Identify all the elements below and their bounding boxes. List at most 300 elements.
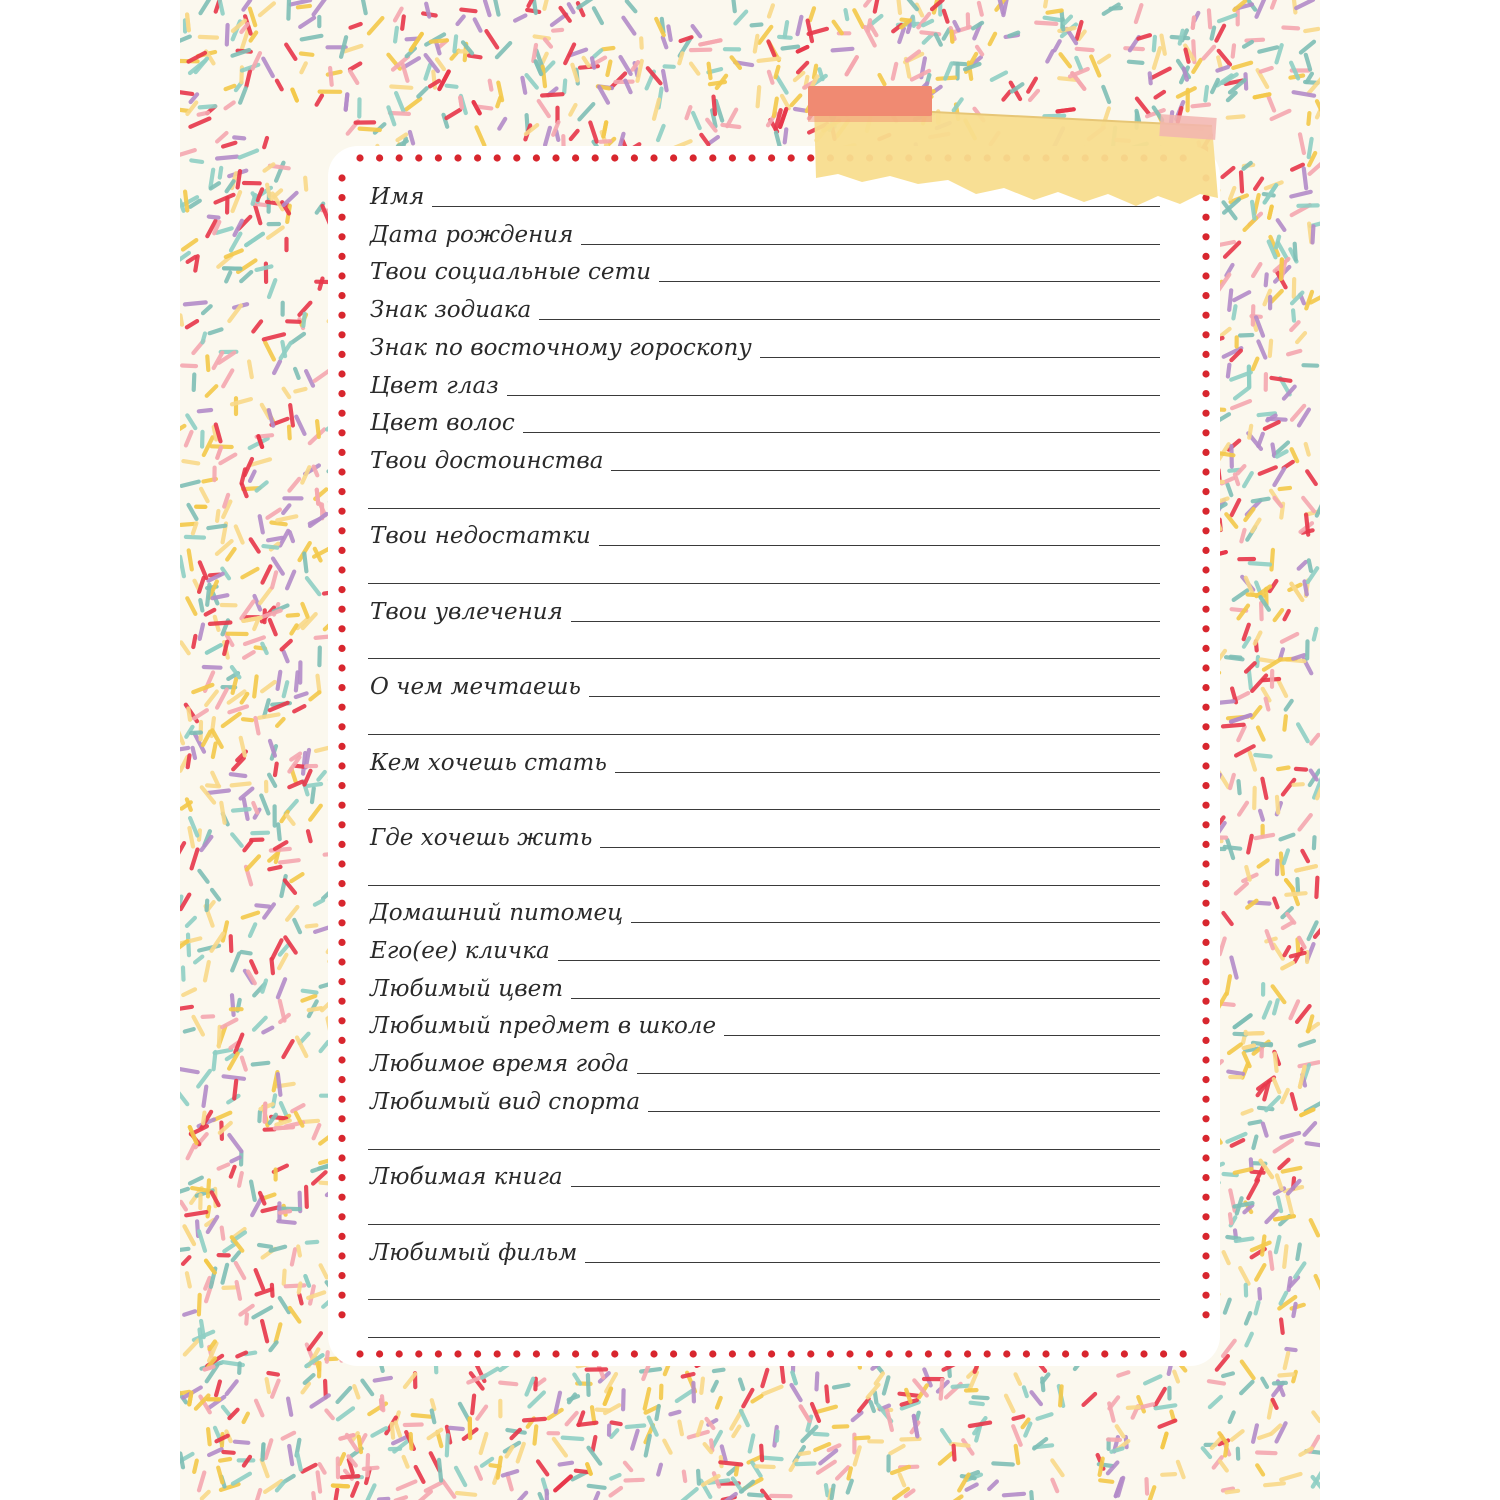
sprinkle (233, 809, 250, 811)
answer-line-continued[interactable] (368, 885, 1160, 886)
sprinkle (226, 273, 230, 282)
answer-line[interactable] (571, 621, 1160, 622)
answer-line[interactable] (659, 281, 1160, 282)
field-label: Цвет глаз (370, 372, 499, 399)
sprinkle (220, 1459, 230, 1461)
sprinkle (187, 918, 195, 926)
sprinkle (299, 1284, 301, 1293)
sprinkle (1228, 116, 1244, 117)
sprinkle (1225, 847, 1241, 849)
sprinkle (522, 78, 525, 93)
sprinkle (1266, 699, 1269, 710)
sprinkle (309, 1333, 321, 1349)
field-label: Любимый предмет в школе (370, 1013, 717, 1040)
answer-line[interactable] (637, 1073, 1160, 1074)
sprinkle (713, 1382, 717, 1391)
sprinkle (193, 636, 195, 647)
answer-line[interactable] (585, 1262, 1160, 1263)
sprinkle (364, 1468, 378, 1469)
sprinkle (710, 137, 718, 143)
sprinkle (1262, 1044, 1271, 1045)
sprinkle (271, 523, 285, 525)
sprinkle (1278, 768, 1288, 770)
sprinkle (304, 554, 306, 572)
answer-line[interactable] (539, 319, 1160, 320)
sprinkle (284, 682, 288, 696)
sprinkle (1162, 36, 1165, 54)
answer-line-continued[interactable] (368, 1337, 1160, 1338)
answer-line-continued[interactable] (368, 1149, 1160, 1150)
sprinkle (188, 755, 190, 767)
sprinkle (185, 1226, 195, 1244)
sprinkle (486, 31, 497, 47)
sprinkle (1265, 422, 1279, 429)
sprinkle (180, 729, 183, 743)
sprinkle (1077, 49, 1093, 50)
sprinkle (298, 6, 310, 7)
sprinkle (272, 1381, 279, 1397)
sprinkle (1238, 466, 1245, 473)
answer-line[interactable] (571, 1186, 1160, 1187)
sprinkle (497, 98, 500, 107)
sprinkle (611, 1488, 622, 1496)
sprinkle (1055, 41, 1060, 50)
sprinkle (256, 1401, 262, 1416)
sprinkle (181, 1202, 186, 1210)
sprinkle (295, 389, 305, 392)
sprinkle (1265, 1483, 1284, 1485)
sprinkle (1275, 498, 1282, 506)
sprinkle (258, 189, 263, 200)
sprinkle (893, 64, 896, 79)
sprinkle (1160, 1421, 1176, 1427)
sprinkle (1255, 633, 1261, 644)
sprinkle (590, 123, 596, 142)
sprinkle (632, 1431, 637, 1449)
sprinkle (817, 1407, 836, 1412)
sprinkle (426, 1482, 443, 1491)
sprinkle (267, 1379, 269, 1392)
sprinkle (759, 59, 780, 61)
sprinkle (284, 652, 288, 662)
sprinkle (944, 29, 949, 38)
sprinkle (301, 63, 305, 72)
sprinkle (264, 334, 284, 339)
answer-line[interactable] (571, 998, 1160, 999)
sprinkle (316, 637, 329, 638)
sprinkle (683, 1374, 694, 1377)
sprinkle (1281, 1474, 1300, 1480)
sprinkle (212, 890, 219, 900)
sprinkle (218, 1468, 222, 1483)
sprinkle (1257, 657, 1258, 666)
sprinkle (979, 3, 982, 15)
sprinkle (1186, 50, 1189, 62)
sprinkle (1150, 73, 1151, 83)
sprinkle (191, 733, 201, 734)
sprinkle (306, 1187, 307, 1207)
sprinkle (257, 266, 272, 270)
sprinkle (1259, 1434, 1270, 1438)
sprinkle (1231, 657, 1241, 658)
sprinkle (1246, 40, 1263, 41)
sprinkle (269, 867, 280, 869)
sprinkle (1286, 893, 1305, 895)
sprinkle (439, 1460, 441, 1481)
answer-line-continued[interactable] (368, 1299, 1160, 1300)
sprinkle (973, 1397, 987, 1398)
sprinkle (1306, 515, 1308, 535)
sprinkle (317, 421, 319, 437)
sprinkle (263, 566, 271, 582)
sprinkle (183, 240, 196, 249)
sprinkle (223, 922, 227, 940)
sprinkle (282, 641, 291, 650)
sprinkle (574, 1375, 580, 1384)
sprinkle (515, 16, 525, 21)
answer-line-continued[interactable] (368, 508, 1160, 509)
sprinkle (295, 369, 299, 378)
sprinkle (1243, 1110, 1252, 1113)
sprinkle (756, 1466, 773, 1467)
sprinkle (1286, 701, 1292, 710)
sprinkle (283, 505, 289, 513)
sprinkle (1062, 12, 1064, 29)
sprinkle (346, 94, 348, 109)
sprinkle (1279, 1374, 1293, 1375)
sprinkle (1076, 58, 1081, 70)
sprinkle (716, 101, 722, 121)
sprinkle (627, 1, 636, 11)
sprinkle (837, 1467, 848, 1478)
sprinkle (432, 1400, 435, 1409)
sprinkle (229, 1135, 241, 1151)
sprinkle (265, 164, 274, 170)
sprinkle (810, 8, 814, 20)
sprinkle (906, 1390, 910, 1402)
sprinkle (1229, 290, 1231, 310)
sprinkle (944, 11, 948, 22)
sprinkle (682, 1489, 697, 1500)
sprinkle (262, 1460, 268, 1477)
sprinkle (736, 1465, 738, 1475)
sprinkle (291, 874, 302, 881)
sprinkle (308, 784, 321, 786)
sprinkle (537, 1380, 544, 1385)
sprinkle (1297, 1006, 1310, 1022)
sprinkle (1257, 1453, 1275, 1454)
sprinkle (1308, 113, 1309, 124)
sprinkle (971, 1403, 983, 1404)
sprinkle (768, 41, 774, 55)
sprinkle (761, 1446, 762, 1461)
sprinkle (269, 410, 273, 426)
sprinkle (262, 682, 275, 691)
sprinkle (664, 1441, 670, 1453)
sprinkle (942, 1430, 950, 1441)
answer-line-continued[interactable] (368, 583, 1160, 584)
sprinkle (589, 1486, 605, 1488)
sprinkle (292, 334, 304, 343)
sprinkle (236, 526, 243, 542)
sprinkle (663, 71, 667, 90)
answer-line[interactable] (558, 960, 1160, 961)
sprinkle (259, 1245, 271, 1247)
sprinkle (304, 771, 310, 785)
sprinkle (668, 26, 670, 40)
sprinkle (276, 1324, 281, 1342)
answer-line[interactable] (760, 357, 1160, 358)
sprinkle (223, 1407, 230, 1416)
sprinkle (189, 1393, 191, 1405)
sprinkle (817, 1373, 818, 1389)
sprinkle (750, 1435, 754, 1451)
sprinkle (1284, 850, 1288, 863)
sprinkle (284, 1271, 285, 1284)
sprinkle (1261, 68, 1272, 72)
sprinkle (1262, 1379, 1267, 1387)
answer-line-continued[interactable] (368, 734, 1160, 735)
answer-line[interactable] (648, 1111, 1160, 1112)
sprinkle (798, 17, 802, 34)
sprinkle (193, 748, 195, 758)
sprinkle (367, 1455, 368, 1475)
sprinkle (1154, 37, 1155, 51)
sprinkle (691, 64, 698, 74)
sprinkle (603, 122, 606, 136)
sprinkle (524, 1419, 545, 1421)
sprinkle (499, 119, 505, 129)
sprinkle (223, 1452, 233, 1453)
answer-line[interactable] (507, 395, 1160, 396)
sprinkle (954, 1446, 955, 1460)
sprinkle (645, 1389, 650, 1409)
sprinkle (554, 1439, 566, 1456)
sprinkle (254, 676, 256, 696)
sprinkle (296, 417, 304, 434)
sprinkle (1283, 923, 1292, 928)
sprinkle (312, 788, 314, 802)
sprinkle (884, 1377, 889, 1393)
sprinkle (952, 32, 953, 42)
sprinkle (319, 1166, 328, 1168)
sprinkle (481, 1434, 487, 1453)
sprinkle (460, 98, 462, 108)
sprinkle (740, 1380, 743, 1390)
field-label: Его(ее) кличка (370, 938, 550, 964)
answer-line-continued[interactable] (368, 658, 1160, 659)
sprinkle (887, 1411, 892, 1430)
sprinkle (1227, 1237, 1239, 1239)
sprinkle (782, 1366, 784, 1382)
sprinkle (701, 1379, 703, 1393)
field-label: О чем мечтаешь (370, 674, 581, 701)
answer-line[interactable] (600, 847, 1160, 848)
sprinkle (210, 329, 222, 333)
sprinkle (1253, 359, 1258, 370)
sprinkle (1253, 306, 1254, 324)
sprinkle (270, 620, 276, 634)
sprinkle (219, 1165, 229, 1169)
sprinkle (229, 1410, 237, 1418)
sprinkle (876, 1373, 883, 1383)
sprinkle (244, 841, 251, 850)
sprinkle (432, 1411, 435, 1423)
sprinkle (1223, 168, 1234, 177)
sprinkle (901, 1439, 919, 1440)
sprinkle (1256, 835, 1274, 838)
sprinkle (289, 479, 299, 491)
sprinkle (1032, 1392, 1041, 1404)
field-label: Дата рождения (370, 221, 574, 248)
sprinkle (359, 1437, 361, 1452)
sprinkle (1306, 444, 1309, 455)
sprinkle (846, 10, 848, 19)
sprinkle (268, 538, 282, 541)
sprinkle (1256, 583, 1260, 593)
sprinkle (1147, 1479, 1148, 1494)
sprinkle (302, 36, 322, 40)
sprinkle (296, 672, 298, 690)
sprinkle (205, 962, 209, 980)
sprinkle (1295, 1263, 1304, 1277)
sprinkle (454, 36, 456, 51)
sprinkle (1269, 207, 1272, 218)
sprinkle (205, 1367, 214, 1370)
sprinkle (246, 234, 263, 245)
sprinkle (211, 170, 214, 187)
sprinkle (600, 141, 610, 142)
sprinkle (402, 16, 404, 28)
sprinkle (1052, 1460, 1062, 1475)
sprinkle (1244, 1053, 1250, 1066)
sprinkle (1220, 939, 1225, 955)
sprinkle (1274, 1079, 1280, 1092)
sprinkle (1316, 1276, 1320, 1293)
sprinkle (431, 40, 447, 41)
sprinkle (447, 1435, 448, 1455)
sprinkle (1241, 172, 1242, 191)
answer-line[interactable] (599, 545, 1160, 546)
sprinkle (253, 195, 256, 204)
sprinkle (185, 192, 187, 211)
sprinkle (1309, 560, 1311, 571)
field-label: Кем хочешь стать (370, 749, 607, 776)
sprinkle (208, 1180, 209, 1196)
sprinkle (875, 1392, 877, 1402)
sprinkle (569, 4, 574, 12)
sprinkle (1273, 1400, 1277, 1408)
sprinkle (1303, 498, 1314, 511)
sprinkle (321, 1265, 327, 1277)
answer-line[interactable] (523, 432, 1160, 433)
sprinkle (209, 217, 219, 218)
sprinkle (284, 193, 297, 205)
sprinkle (256, 905, 269, 906)
sprinkle (1311, 297, 1320, 303)
sprinkle (621, 57, 631, 74)
sprinkle (253, 1063, 269, 1065)
sprinkle (272, 572, 276, 587)
answer-line[interactable] (724, 1035, 1160, 1036)
sprinkle (953, 63, 966, 64)
sprinkle (310, 806, 321, 820)
sprinkle (603, 48, 614, 49)
sprinkle (594, 50, 601, 56)
sprinkle (255, 205, 260, 223)
sprinkle (774, 99, 777, 116)
sprinkle (263, 1028, 272, 1033)
sprinkle (1299, 562, 1306, 569)
sprinkle (292, 90, 297, 101)
answer-line[interactable] (615, 772, 1160, 773)
sprinkle (199, 113, 208, 115)
sprinkle (203, 334, 206, 343)
sprinkle (306, 371, 313, 386)
sprinkle (242, 1058, 246, 1070)
field-label: Имя (370, 184, 425, 210)
answer-line[interactable] (581, 244, 1160, 245)
sprinkle (192, 1188, 207, 1191)
sprinkle (180, 37, 190, 44)
sprinkle (892, 1467, 909, 1473)
answer-line[interactable] (631, 922, 1160, 923)
sprinkle (1286, 1349, 1295, 1350)
sprinkle (289, 427, 290, 439)
sprinkle (216, 1382, 220, 1396)
sprinkle (1249, 671, 1251, 689)
sprinkle (1204, 47, 1215, 59)
sprinkle (458, 17, 464, 25)
sprinkle (1244, 473, 1252, 486)
sprinkle (542, 94, 562, 95)
sprinkle (202, 1492, 209, 1499)
sprinkle (243, 913, 258, 918)
sprinkle (1091, 57, 1099, 76)
field-label: Цвет волос (370, 410, 515, 437)
answer-line-continued[interactable] (368, 1224, 1160, 1225)
sprinkle (625, 1463, 631, 1471)
answer-line[interactable] (611, 470, 1160, 471)
sprinkle (1236, 1239, 1253, 1242)
sprinkle (266, 1440, 272, 1458)
sprinkle (203, 1113, 204, 1124)
sprinkle (208, 1429, 210, 1444)
sprinkle (1283, 780, 1294, 795)
sprinkle (1248, 1180, 1258, 1198)
sprinkle (990, 34, 995, 44)
sprinkle (1278, 220, 1285, 230)
sprinkle (1297, 1245, 1299, 1260)
sprinkle (1209, 10, 1210, 27)
sprinkle (1233, 45, 1234, 56)
sprinkle (1262, 1046, 1263, 1057)
sprinkle (1180, 31, 1183, 44)
sprinkle (232, 784, 250, 786)
answer-line[interactable] (589, 696, 1160, 697)
sprinkle (898, 0, 900, 13)
sprinkle (1260, 811, 1263, 820)
answer-line-continued[interactable] (368, 809, 1160, 810)
sprinkle (278, 1074, 281, 1095)
sprinkle (1264, 1002, 1270, 1017)
sprinkle (777, 1432, 778, 1441)
sprinkle (180, 1189, 188, 1194)
sprinkle (1203, 1448, 1210, 1457)
sprinkle (207, 901, 208, 911)
sprinkle (1261, 603, 1262, 619)
sprinkle (243, 719, 252, 720)
